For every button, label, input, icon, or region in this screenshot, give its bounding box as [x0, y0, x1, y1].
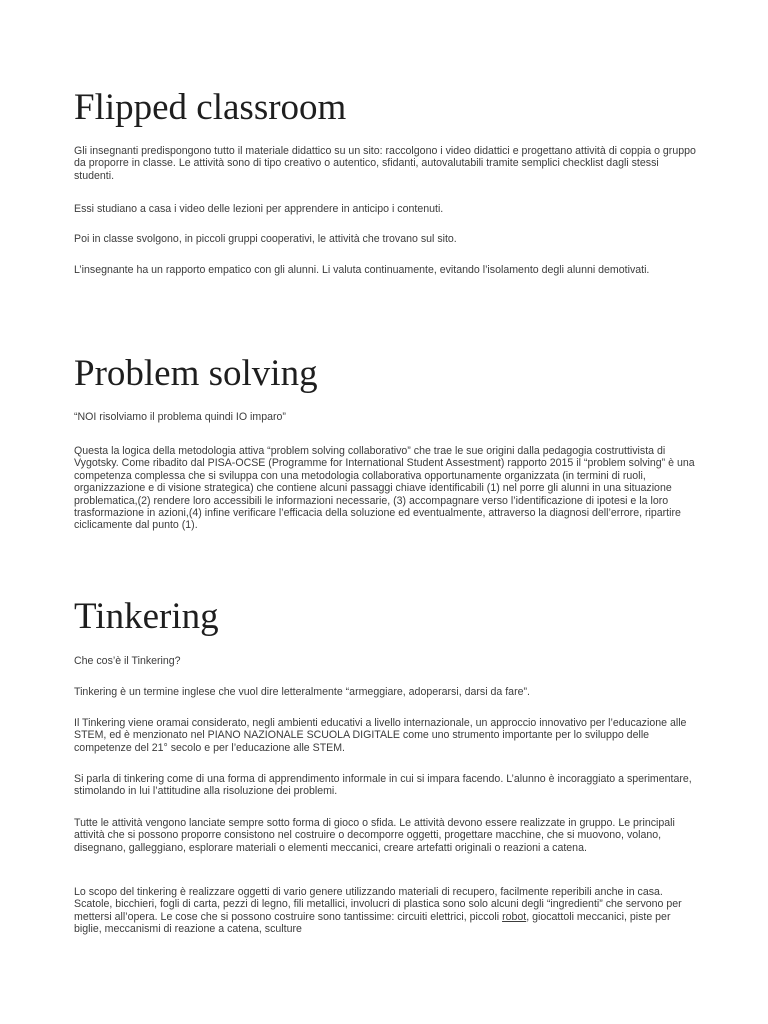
paragraph: Il Tinkering viene oramai considerato, negli ambienti educativi a livello internazionale, un approccio innovativo per l’educazione alle STEM, ed è menzionato nel PIANO NAZIONALE SCUOLA DIGITALE come uno strumento importante per lo sviluppo delle competenze del 21° secolo e per l’educazione alle STEM. [74, 717, 687, 754]
heading-tinkering: Tinkering [74, 596, 219, 637]
paragraph: Gli insegnanti predispongono tutto il materiale didattico su un sito: raccolgono i video didattici e progettano attività di coppia o gruppo da proporre in classe. Le attività sono di tipo creativo o autentico, sfidanti, autovalutabili tramite semplici checklist dagli stessi studenti. [74, 145, 696, 182]
paragraph: “NOI risolviamo il problema quindi IO imparo” [74, 411, 286, 423]
paragraph: Poi in classe svolgono, in piccoli gruppi cooperativi, le attività che trovano sul sito. [74, 233, 457, 245]
robot-link[interactable]: robot [502, 910, 527, 923]
paragraph: Che cos’è il Tinkering? [74, 655, 181, 667]
paragraph-text: Lo scopo del tinkering è realizzare oggetti di vario genere utilizzando materiali di recupero, facilmente reperibili anche in casa. Scatole, bicchieri, fogli di carta, pezzi di legno, fili metallici, involucri di plastica sono solo alcuni degli “ingredienti” che servono per mettersi all’opera. Le cose che si possono costruire sono tantissime: circuiti elettrici, piccoli [74, 886, 682, 923]
paragraph: Si parla di tinkering come di una forma di apprendimento informale in cui si impara facendo. L’alunno è incoraggiato a sperimentare, stimolando in lui l’attitudine alla risoluzione dei problemi. [74, 773, 692, 798]
paragraph [74, 886, 700, 936]
heading-flipped-classroom: Flipped classroom [74, 87, 347, 128]
paragraph: Questa la logica della metodologia attiva “problem solving collaborativo” che trae le sue origini dalla pedagogia costruttivista di Vygotsky. Come ribadito dal PISA-OCSE (Programme for International Student Assestment) rapporto 2015 il “problem solving” è una competenza complessa che si sviluppa con una metodologia collaborativa opportunamente organizzata (in termini di ruoli, organizzazione e di visione strategica) che contiene alcuni passaggi chiave identificabili (1) nel porre gli alunni in una situazione problematica,(2) rendere loro accessibili le informazioni necessarie, (3) accompagnare verso l’identificazione di ipotesi e la loro trasformazione in azioni,(4) infine verificare l’efficacia della soluzione ed eventualmente, attraverso la diagnosi dell’errore, ripartire ciclicamente dal punto (1). [74, 445, 695, 532]
paragraph: Tinkering è un termine inglese che vuol dire letteralmente “armeggiare, adoperarsi, darsi da fare”. [74, 686, 530, 698]
paragraph: Essi studiano a casa i video delle lezioni per apprendere in anticipo i contenuti. [74, 203, 444, 215]
paragraph: L’insegnante ha un rapporto empatico con gli alunni. Li valuta continuamente, evitando l’isolamento degli alunni demotivati. [74, 264, 650, 276]
paragraph: Tutte le attività vengono lanciate sempre sotto forma di gioco o sfida. Le attività devono essere realizzate in gruppo. Le principali attività che si possono proporre consistono nel costruire o decomporre oggetti, progettare macchine, che si muovono, volano, disegnano, galleggiano, esplorare materiali o elementi meccanici, creare artefatti originali o reazioni a catena. [74, 817, 675, 854]
paragraph-text: , giocattoli meccanici, piste per biglie, meccanismi di reazione a catena, sculture [74, 910, 671, 936]
heading-problem-solving: Problem solving [74, 353, 318, 394]
